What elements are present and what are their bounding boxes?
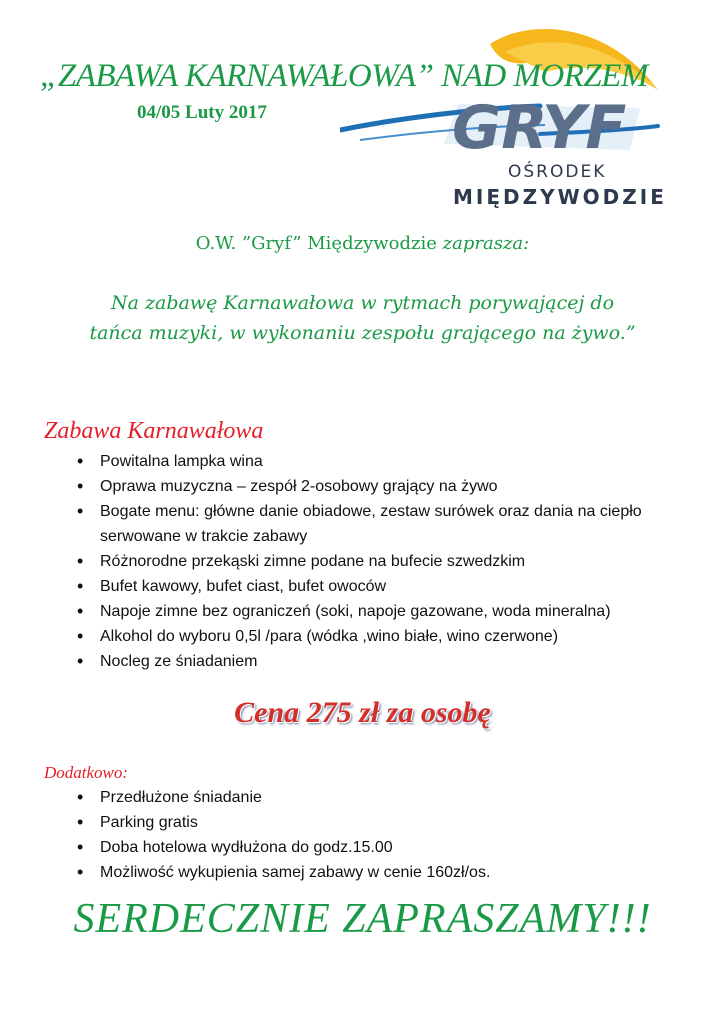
- invitation-description-line-2: tańca muzyki, w wykonaniu zespołu grającego na żywo.”: [89, 322, 636, 344]
- invitation-prefix: O.W. ”Gryf” Międzywodzie: [195, 233, 443, 254]
- section-heading-extras: Dodatkowo:: [44, 763, 129, 782]
- gryf-brand-text: GRYF: [452, 93, 627, 162]
- invitation-line: [0, 233, 725, 254]
- gryf-logo: [340, 22, 670, 207]
- invitation-description-line-1: Na zabawę Karnawałowa w rytmach porywającej do: [110, 292, 615, 314]
- list-item: • Bogate menu: główne danie obiadowe, zestaw surówek oraz dania na ciepło serwowane w trakcie zabawy: [74, 499, 674, 549]
- list-item: • Bufet kawowy, bufet ciast, bufet owoców: [74, 574, 674, 599]
- invitation-description: [0, 288, 725, 348]
- list-item: • Różnorodne przekąski zimne podane na bufecie szwedzkim: [74, 549, 674, 574]
- price-banner: Cena 275 zł za osobę: [234, 696, 491, 729]
- event-date: 04/05 Luty 2017: [137, 102, 267, 123]
- list-item: • Alkohol do wyboru 0,5l /para (wódka ,wino białe, wino czerwone): [74, 624, 674, 649]
- logo-subtitle-1: OŚRODEK: [508, 162, 607, 182]
- section-heading-party: Zabawa Karnawałowa: [44, 418, 264, 444]
- list-item: • Napoje zimne bez ograniczeń (soki, napoje gazowane, woda mineralna): [74, 599, 674, 624]
- extras-list: [74, 785, 674, 885]
- list-item: • Powitalna lampka wina: [74, 449, 674, 474]
- list-item: • Doba hotelowa wydłużona do godz.15.00: [74, 835, 674, 860]
- party-offer-list: [74, 449, 674, 674]
- list-item: • Parking gratis: [74, 810, 674, 835]
- invitation-suffix: zaprasza:: [442, 233, 530, 254]
- logo-subtitle-2: MIĘDZYWODZIE: [453, 185, 667, 209]
- list-item: • Przedłużone śniadanie: [74, 785, 674, 810]
- closing-invitation: SERDECZNIE ZAPRASZAMY!!!: [73, 896, 652, 942]
- list-item: • Oprawa muzyczna – zespół 2-osobowy grający na żywo: [74, 474, 674, 499]
- list-item: • Możliwość wykupienia samej zabawy w cenie 160zł/os.: [74, 860, 674, 885]
- list-item: • Nocleg ze śniadaniem: [74, 649, 674, 674]
- page-title: „ZABAWA KARNAWAŁOWA” NAD MORZEM: [40, 58, 648, 94]
